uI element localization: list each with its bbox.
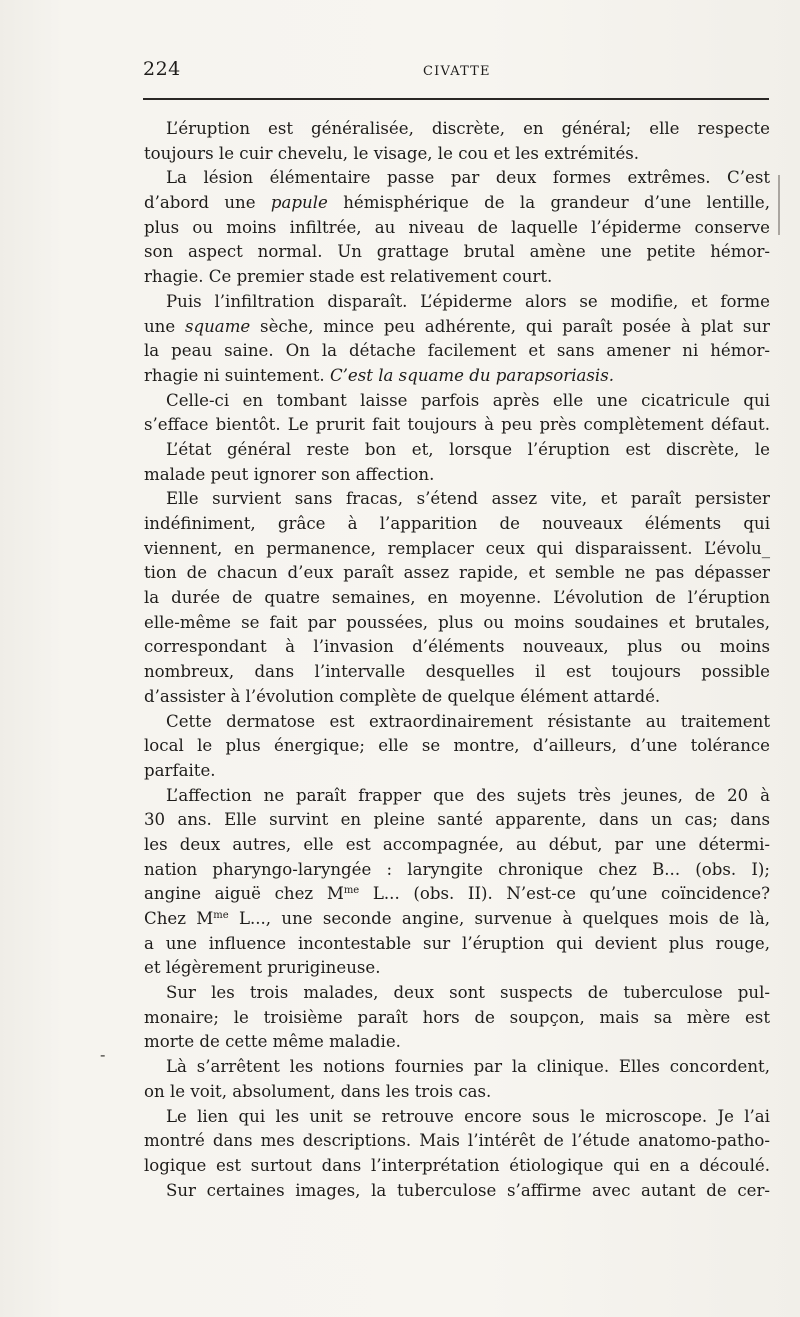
text-line (144, 290, 770, 315)
line-text: une (144, 316, 185, 336)
text-line (144, 734, 770, 759)
text-line (144, 759, 770, 784)
line-text: Puis l’infiltration disparaît. L’épiderme alors se modifie, et forme (166, 291, 770, 311)
text-line (144, 907, 770, 932)
line-text: Sur certaines images, la tuberculose s’affirme avec autant de cer- (166, 1180, 770, 1200)
text-line (144, 561, 770, 586)
line-text: L... (obs. II). N’est-ce qu’une coïncidence? (359, 884, 770, 904)
line-text: rhagie. Ce premier stade est relativement court. (144, 267, 553, 287)
text-line (144, 240, 770, 265)
text-line (144, 364, 770, 389)
text-line (144, 858, 770, 883)
body-text (144, 117, 770, 1203)
text-line (144, 635, 770, 660)
header-rule (143, 98, 769, 100)
text-line (144, 833, 770, 858)
line-text: toujours le cuir chevelu, le visage, le cou et les extrémités. (144, 143, 640, 163)
line-text: Chez M (144, 909, 214, 928)
italic-text: squame (184, 316, 251, 336)
text-line (144, 438, 770, 463)
line-text: d’abord une (144, 193, 271, 213)
text-line (144, 413, 770, 438)
text-line (144, 537, 770, 562)
text-line (144, 142, 770, 167)
text-line (144, 315, 770, 340)
text-line (144, 1080, 770, 1105)
text-line (144, 191, 770, 216)
text-line (144, 882, 770, 907)
line-text: on le voit, absolument, dans les trois cas. (144, 1081, 492, 1101)
text-line (144, 216, 770, 241)
text-line (144, 932, 770, 957)
text-line (144, 1105, 770, 1130)
text-line (144, 1154, 770, 1179)
line-text: les deux autres, elle est accompagnée, au début, par une détermi- (144, 834, 770, 854)
line-text: tion de chacun d’eux paraît assez rapide, et semble ne pas dépasser (144, 563, 770, 583)
text-line (144, 660, 770, 685)
line-text: Là s’arrêtent les notions fournies par la clinique. Elles concordent, (166, 1057, 770, 1077)
text-line (144, 487, 770, 512)
text-line (144, 265, 770, 290)
line-text: plus ou moins infiltrée, au niveau de laquelle l’épiderme conserve (144, 217, 770, 237)
page-header (143, 58, 769, 86)
line-text: malade peut ignorer son affection. (144, 464, 435, 484)
line-text: Le lien qui les unit se retrouve encore sous le microscope. Je l’ai (166, 1106, 770, 1126)
line-text: La lésion élémentaire passe par deux formes extrêmes. C’est (166, 168, 770, 188)
line-text: montré dans mes descriptions. Mais l’intérêt de l’étude anatomo-patho- (144, 1131, 770, 1151)
line-text: nation pharyngo-laryngée : laryngite chronique chez B... (obs. I); (144, 859, 770, 879)
line-text: indéfiniment, grâce à l’apparition de nouveaux éléments qui (144, 514, 770, 533)
text-line (144, 1129, 770, 1154)
line-text: L’éruption est généralisée, discrète, en général; elle respecte (166, 119, 770, 138)
text-line (144, 784, 770, 809)
text-line (144, 1006, 770, 1031)
line-text: sèche, mince peu adhérente, qui paraît posée à plat sur (250, 316, 770, 336)
line-text: rhagie ni suintement. (144, 365, 330, 385)
italic-text: papule (270, 193, 328, 213)
text-line (144, 981, 770, 1006)
text-line (144, 512, 770, 537)
text-line (144, 389, 770, 414)
text-line (144, 463, 770, 488)
text-line (144, 710, 770, 735)
text-line (144, 685, 770, 710)
line-text: la peau saine. On la détache facilement et sans amener ni hémor- (144, 341, 770, 361)
line-text: logique est surtout dans l’interprétation étiologique qui en a découlé. (144, 1155, 770, 1175)
line-text: Celle-ci en tombant laisse parfois après elle une cicatricule qui (166, 390, 770, 410)
line-text: et légèrement prurigineuse. (144, 958, 381, 978)
line-text: Sur les trois malades, deux sont suspects de tuberculose pul- (166, 983, 770, 1003)
text-line (144, 956, 770, 981)
running-head: CIVATTE (423, 64, 491, 79)
italic-text: C’est la squame du parapsoriasis. (329, 365, 615, 385)
line-text: morte de cette même maladie. (144, 1032, 401, 1052)
line-text: correspondant à l’invasion d’éléments nouveaux, plus ou moins (144, 637, 770, 657)
line-text: s’efface bientôt. Le prurit fait toujours à peu près complètement défaut. (144, 415, 770, 435)
text-line (144, 1055, 770, 1080)
margin-mark: - (100, 1045, 106, 1064)
line-text: la durée de quatre semaines, en moyenne. L’évolution de l’éruption (144, 588, 770, 608)
line-text: local le plus énergique; elle se montre, d’ailleurs, d’une tolérance (144, 736, 770, 756)
text-line (144, 1030, 770, 1055)
line-text: monaire; le troisième paraît hors de soupçon, mais sa mère est (144, 1007, 770, 1027)
line-text: a une influence incontestable sur l’éruption qui devient plus rouge, (144, 933, 770, 953)
text-line (144, 1179, 770, 1204)
text-line (144, 611, 770, 636)
line-text: 30 ans. Elle survint en pleine santé apparente, dans un cas; dans (144, 810, 770, 830)
line-text: L’état général reste bon et, lorsque l’éruption est discrète, le (166, 439, 770, 459)
text-line (144, 117, 770, 142)
line-text: elle-même se fait par poussées, plus ou moins soudaines et brutales, (144, 612, 770, 632)
line-text: son aspect normal. Un grattage brutal amène une petite hémor- (144, 242, 770, 262)
superscript: me (213, 910, 229, 921)
page-edge-mark (778, 175, 780, 235)
superscript: me (343, 885, 360, 897)
line-text: d’assister à l’évolution complète de quelque élément attardé. (144, 686, 661, 706)
line-text: nombreux, dans l’intervalle desquelles il est toujours possible (144, 662, 770, 682)
line-text: Elle survient sans fracas, s’étend assez vite, et paraît persister (166, 489, 770, 509)
text-line (144, 586, 770, 611)
page-number: 224 (143, 58, 181, 80)
line-text: angine aiguë chez M (144, 884, 344, 904)
line-text: parfaite. (144, 760, 216, 780)
line-text: Cette dermatose est extraordinairement résistante au traitement (166, 711, 770, 731)
text-line (144, 808, 770, 833)
line-text: hémisphérique de la grandeur d’une lentille, (327, 193, 771, 213)
line-text: L..., une seconde angine, survenue à quelques mois de là, (228, 909, 770, 928)
text-line (144, 166, 770, 191)
line-text: L’affection ne paraît frapper que des sujets très jeunes, de 20 à (166, 785, 770, 805)
text-line (144, 339, 770, 364)
line-text: viennent, en permanence, remplacer ceux qui disparaissent. L’évolu_ (144, 538, 770, 558)
